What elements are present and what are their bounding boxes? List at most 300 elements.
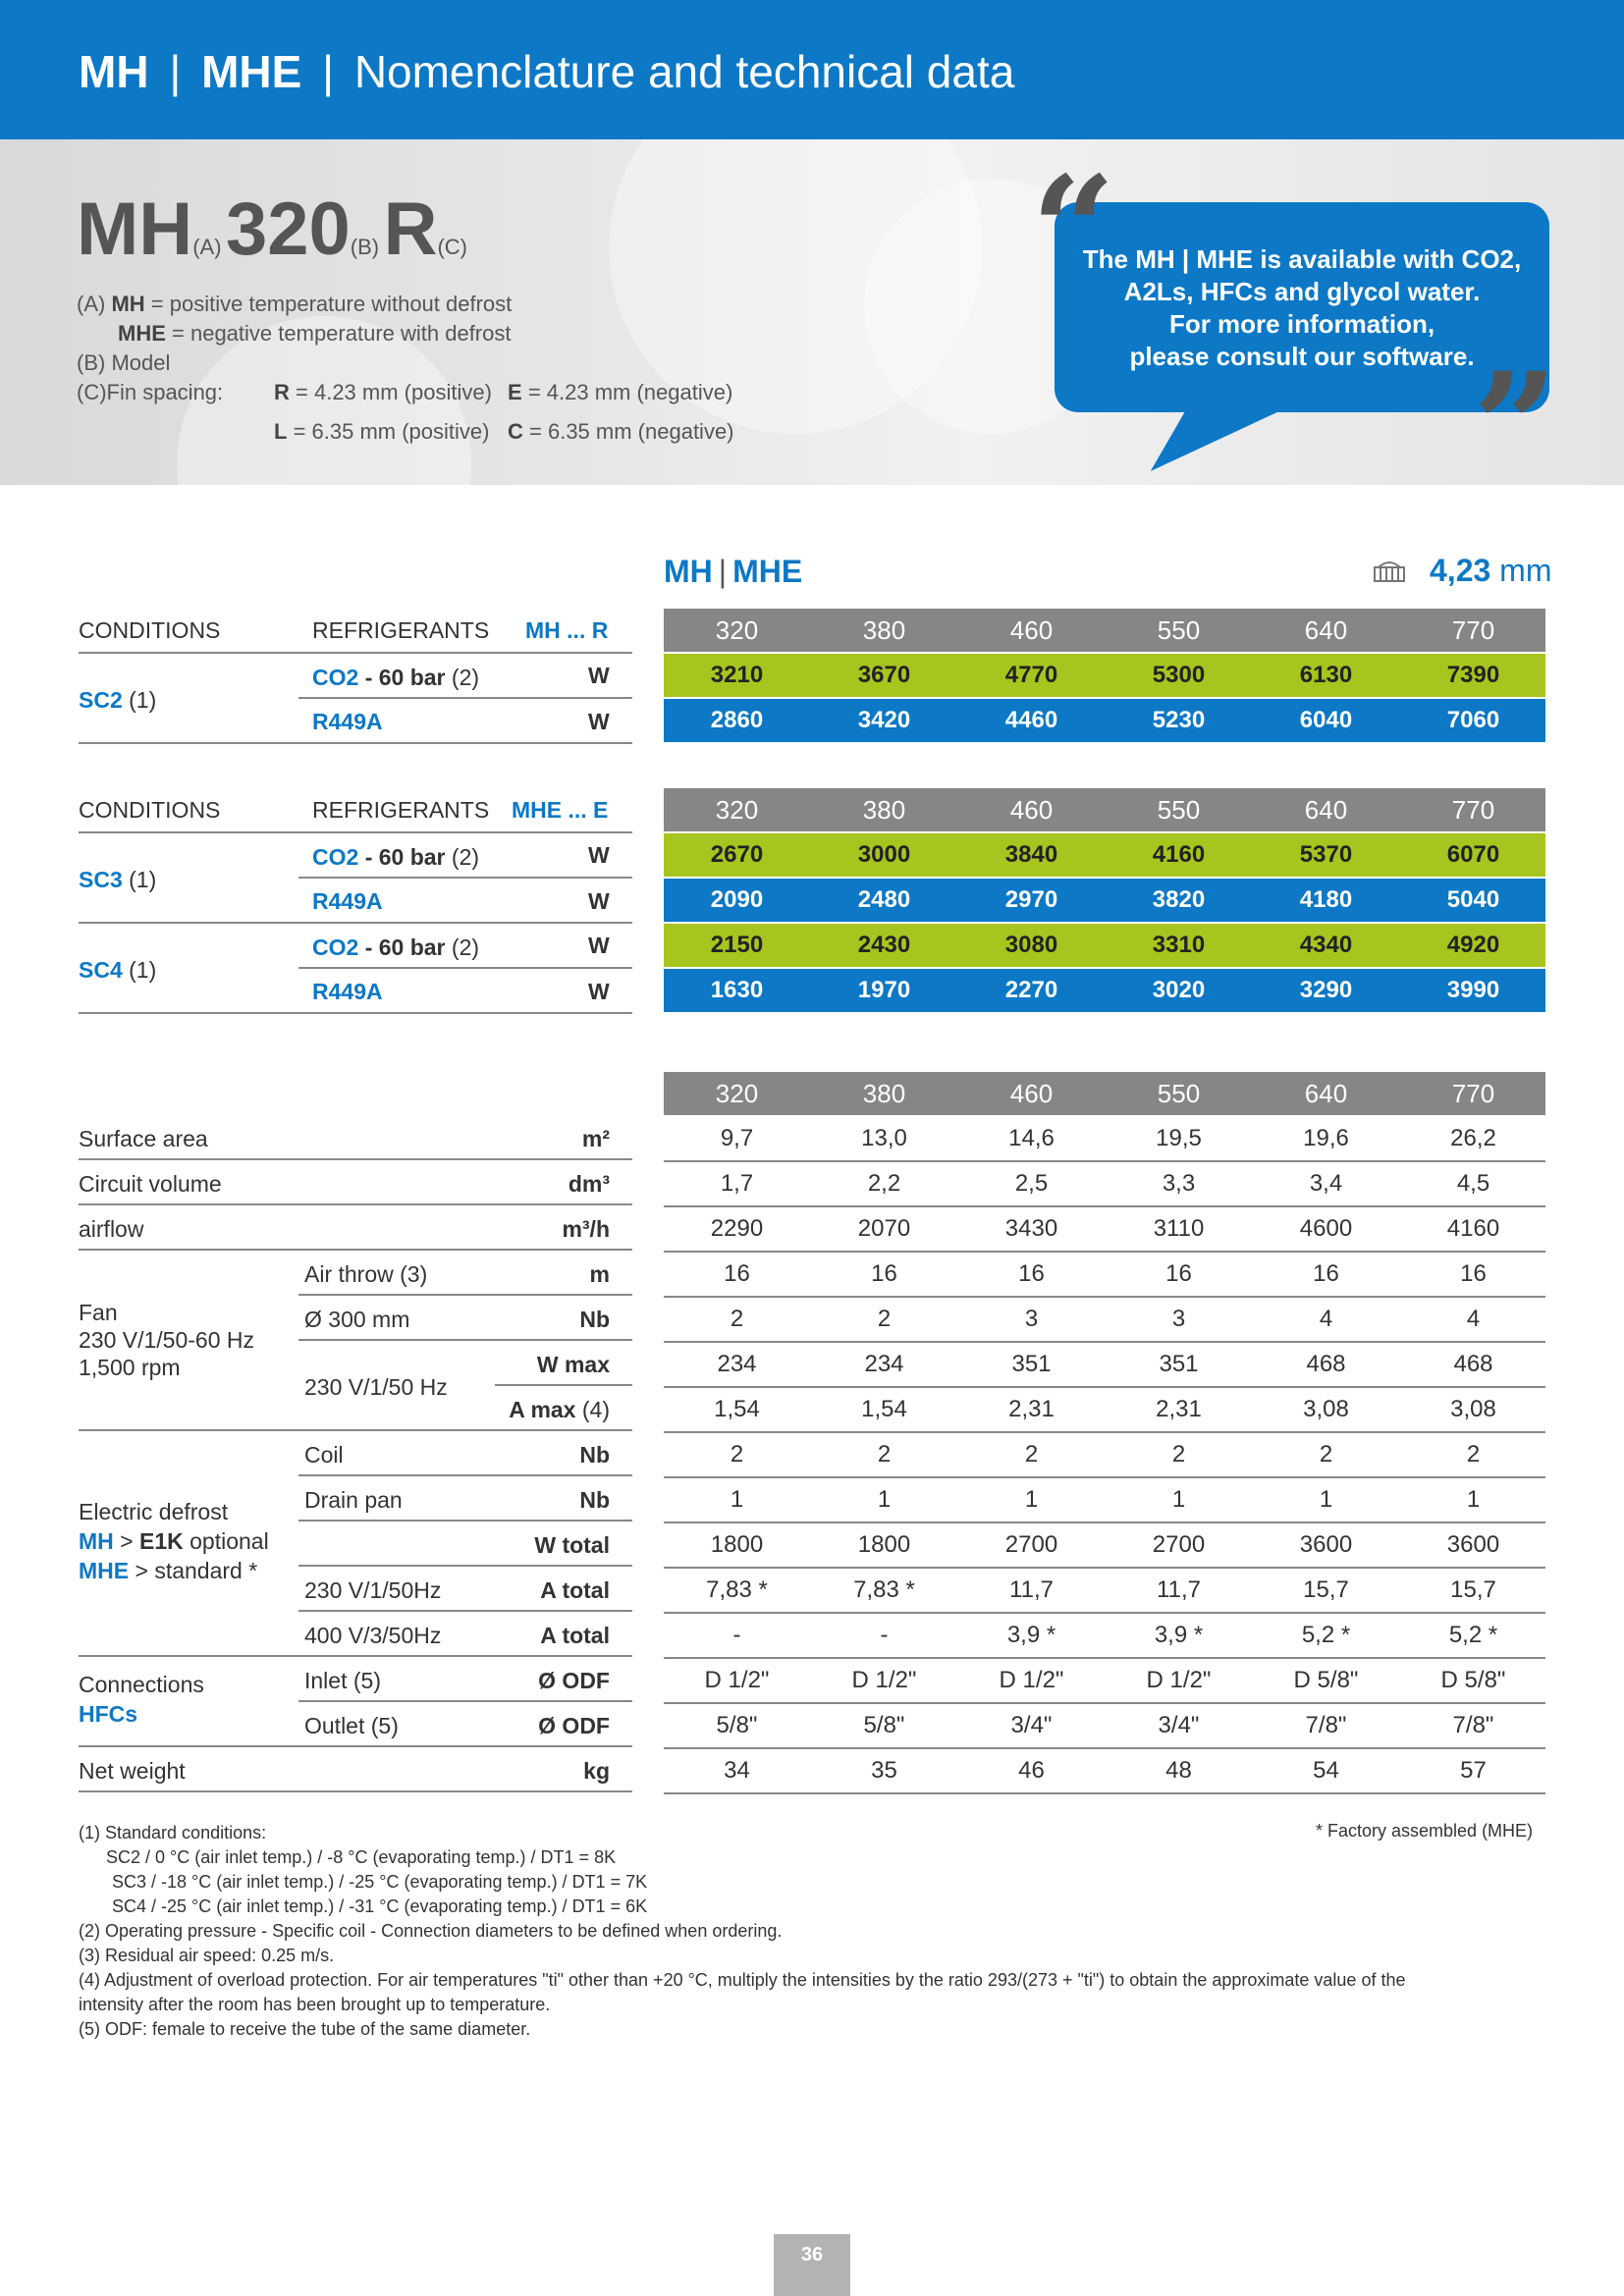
value-cell: 3,4 — [1309, 1170, 1343, 1197]
label-surface-area: Surface area — [79, 1126, 208, 1151]
value-cell: 2700 — [1152, 1531, 1206, 1558]
refrigerant-name: CO2 — [312, 665, 359, 690]
value-cell: 2,31 — [1008, 1396, 1055, 1422]
value-cell: 16 — [1018, 1260, 1045, 1287]
label-fan-voltage: 230 V/1/50-60 Hz — [79, 1327, 255, 1353]
value-cell: 3670 — [857, 662, 911, 688]
value-cell: 1800 — [857, 1531, 911, 1558]
model-code-b: 320 — [225, 187, 351, 271]
t2-refrigerants-header: REFRIGERANTS — [312, 797, 490, 823]
divider — [79, 1012, 632, 1014]
value-cell: 3290 — [1299, 977, 1353, 1003]
divider — [298, 1294, 632, 1296]
value-cell: 34 — [724, 1757, 750, 1784]
legend-cc-code: C — [508, 419, 523, 444]
spec-row-drain — [664, 1478, 1545, 1522]
divider — [79, 1429, 632, 1431]
value-cell: 5,2 * — [1448, 1622, 1498, 1648]
value-cell: 3990 — [1446, 977, 1500, 1003]
value-cell: 2 — [1319, 1441, 1333, 1468]
unit-amax: A max — [509, 1397, 576, 1422]
spec-row-fan-nb — [664, 1298, 1545, 1341]
divider — [79, 1249, 632, 1251]
value-cell: 16 — [1460, 1260, 1487, 1287]
value-cell: 2 — [1171, 1441, 1186, 1468]
divider — [298, 967, 632, 969]
divider — [79, 922, 632, 924]
value-cell: 35 — [871, 1757, 897, 1784]
note-ref: (2) — [451, 934, 480, 960]
value-cell: 1970 — [857, 977, 911, 1003]
value-cell: 4920 — [1446, 932, 1500, 958]
mhe-code: MHE — [79, 1558, 130, 1583]
value-cell: 4 — [1466, 1306, 1481, 1332]
divider — [79, 831, 632, 833]
spec-row-outlet — [664, 1704, 1545, 1747]
divider — [664, 1792, 1545, 1794]
value-cell: 16 — [724, 1260, 750, 1287]
footnote: (3) Residual air speed: 0.25 m/s. — [79, 1946, 335, 1965]
header-bar — [0, 0, 1624, 139]
value-cell: D 1/2" — [1146, 1667, 1212, 1693]
unit-label: A total — [540, 1623, 610, 1648]
value-cell: 48 — [1165, 1757, 1192, 1784]
model-header: 770 — [1451, 1079, 1495, 1108]
value-cell: 351 — [1011, 1351, 1052, 1377]
model-header: 550 — [1157, 795, 1201, 825]
legend-a — [77, 292, 512, 317]
t1-co2-label — [312, 665, 479, 691]
value-cell: 9,7 — [720, 1125, 754, 1151]
value-cell: 2 — [1024, 1441, 1039, 1468]
label-hfcs: HFCs — [79, 1701, 138, 1727]
unit-label: W — [588, 709, 610, 734]
model-code-a: MH — [77, 187, 193, 271]
fin-spacing-icon — [1373, 560, 1406, 583]
value-cell: 2070 — [857, 1215, 911, 1242]
label-diameter: Ø 300 mm — [304, 1307, 410, 1332]
t2-sc4-r449a-row — [664, 969, 1545, 1012]
model-tag-a: (A) — [192, 235, 222, 259]
legend-mhe-text: = negative temperature with defrost — [172, 321, 512, 346]
spec-row-amax — [664, 1388, 1545, 1431]
unit-label: Nb — [579, 1442, 610, 1468]
model-header: 380 — [862, 795, 906, 825]
legend-r — [274, 380, 492, 405]
refrigerant-name: CO2 — [312, 934, 359, 960]
value-cell: 3110 — [1153, 1215, 1205, 1242]
footnotes — [79, 1821, 1405, 2042]
label-circuit-volume: Circuit volume — [79, 1171, 222, 1197]
pressure: - 60 bar — [364, 665, 446, 690]
value-cell: 3,3 — [1162, 1170, 1196, 1197]
model-header: 320 — [715, 615, 759, 645]
value-cell: 3420 — [857, 707, 911, 733]
fin-spacing — [1430, 553, 1551, 589]
value-cell: 7390 — [1446, 662, 1500, 688]
label-400v-defrost: 400 V/3/50Hz — [304, 1623, 442, 1648]
value-cell: 7060 — [1446, 707, 1500, 733]
value-cell: 3,9 * — [1006, 1622, 1056, 1648]
series-subhead — [664, 554, 802, 590]
value-cell: 1 — [1466, 1486, 1481, 1513]
value-cell: 1,54 — [714, 1396, 760, 1422]
sc-code: SC3 — [79, 867, 123, 892]
label-mh-e1k — [79, 1528, 269, 1555]
t2-code-header: MHE ... E — [512, 797, 609, 823]
value-cell: 1 — [1024, 1486, 1039, 1513]
value-cell: 54 — [1313, 1757, 1339, 1784]
value-cell: 2480 — [857, 886, 911, 913]
label-net-weight: Net weight — [79, 1758, 186, 1784]
spec-row-weight — [664, 1749, 1545, 1792]
legend-l-text: = 6.35 mm (positive) — [293, 419, 490, 444]
t2-sc3-co2-label — [312, 844, 479, 871]
value-cell: 1,7 — [720, 1170, 754, 1197]
divider — [298, 1520, 632, 1522]
value-cell: 2860 — [710, 707, 764, 733]
value-cell: 46 — [1018, 1757, 1045, 1784]
value-cell: 2 — [877, 1306, 892, 1332]
t2-conditions-header: CONDITIONS — [79, 797, 221, 823]
value-cell: 2090 — [710, 886, 764, 913]
unit-label: m³/h — [562, 1216, 610, 1242]
title-rest: Nomenclature and technical data — [353, 46, 1015, 97]
value-cell: 468 — [1306, 1351, 1346, 1377]
unit-label: m² — [581, 1126, 610, 1151]
t2-sc3-co2-row — [664, 833, 1545, 877]
label-connections: Connections — [79, 1672, 204, 1697]
model-code-c: R — [383, 187, 438, 271]
value-cell: 4340 — [1299, 932, 1353, 958]
value-cell: 3 — [1024, 1306, 1039, 1332]
unit-label: A total — [540, 1577, 610, 1603]
title-mh: MH — [79, 46, 149, 97]
value-cell: 3/4" — [1010, 1712, 1053, 1738]
value-cell: 16 — [1165, 1260, 1192, 1287]
value-cell: 7,83 * — [706, 1576, 768, 1603]
value-cell: 11,7 — [1157, 1576, 1201, 1603]
value-cell: 1800 — [710, 1531, 764, 1558]
value-cell: 2 — [877, 1441, 892, 1468]
page-number: 36 — [774, 2234, 850, 2296]
title-mhe: MHE — [201, 46, 302, 97]
unit-note: (4) — [581, 1397, 610, 1422]
value-cell: 2 — [730, 1441, 744, 1468]
model-header: 460 — [1009, 795, 1054, 825]
arrow: > — [120, 1528, 134, 1554]
value-cell: 3820 — [1152, 886, 1206, 913]
value-cell: D 1/2" — [851, 1667, 917, 1693]
unit-label: W — [588, 979, 610, 1004]
legend-e-code: E — [508, 380, 522, 404]
value-cell: 1 — [1319, 1486, 1333, 1513]
footnote: SC4 / -25 °C (air inlet temp.) / -31 °C (evaporating temp.) / DT1 = 6K — [112, 1896, 648, 1916]
value-cell: 5/8" — [863, 1712, 905, 1738]
value-cell: 6040 — [1299, 707, 1353, 733]
sc-code: SC2 — [79, 687, 123, 713]
page-title — [79, 45, 1014, 98]
divider — [298, 697, 632, 699]
footnote: (2) Operating pressure - Specific coil - Connection diameters to be defined when ordering. — [79, 1921, 783, 1941]
value-cell: 1 — [1171, 1486, 1186, 1513]
legend-r-code: R — [274, 380, 290, 404]
spec-row-atotal230 — [664, 1569, 1545, 1612]
fin-unit: mm — [1499, 553, 1552, 588]
legend-mh-code: MH — [111, 292, 145, 316]
value-cell: 5370 — [1299, 841, 1353, 868]
value-cell: 2150 — [710, 932, 764, 958]
unit-label: W max — [536, 1352, 610, 1377]
unit-label: kg — [583, 1758, 610, 1784]
footnote: (5) ODF: female to receive the tube of the same diameter. — [79, 2019, 531, 2039]
value-cell: 11,7 — [1009, 1576, 1054, 1603]
divider — [298, 1610, 632, 1612]
t2-sc4-co2-row — [664, 924, 1545, 967]
factory-note: * Factory assembled (MHE) — [1316, 1821, 1534, 1841]
spec-row-air-throw — [664, 1253, 1545, 1296]
value-cell: - — [880, 1622, 889, 1648]
value-cell: 3000 — [857, 841, 911, 868]
value-cell: 3,08 — [1303, 1396, 1349, 1422]
value-cell: 3,9 * — [1154, 1622, 1204, 1648]
legend-l — [274, 419, 489, 445]
label-230v-defrost: 230 V/1/50Hz — [304, 1577, 442, 1603]
value-cell: 468 — [1453, 1351, 1493, 1377]
model-header: 640 — [1304, 1079, 1348, 1108]
value-cell: 5230 — [1152, 707, 1206, 733]
refrigerant-name: CO2 — [312, 844, 359, 870]
value-cell: D 5/8" — [1440, 1667, 1506, 1693]
value-cell: D 5/8" — [1293, 1667, 1359, 1693]
value-cell: 3600 — [1446, 1531, 1500, 1558]
legend-mhe-code: MHE — [118, 321, 166, 346]
standard-text: > standard * — [135, 1558, 258, 1583]
label-inlet: Inlet (5) — [304, 1668, 381, 1693]
value-cell: 4600 — [1299, 1215, 1353, 1242]
value-cell: 234 — [717, 1351, 757, 1377]
value-cell: 3/4" — [1158, 1712, 1200, 1738]
title-separator: | — [169, 46, 182, 97]
value-cell: 14,6 — [1008, 1125, 1055, 1151]
value-cell: 4,5 — [1456, 1170, 1490, 1197]
e1k-code: E1K — [139, 1528, 184, 1554]
value-cell: D 1/2" — [704, 1667, 770, 1693]
divider — [79, 1158, 632, 1160]
value-cell: 3,08 — [1450, 1396, 1496, 1422]
value-cell: 2,2 — [867, 1170, 901, 1197]
value-cell: 4 — [1319, 1306, 1333, 1332]
footnote: SC3 / -18 °C (air inlet temp.) / -25 °C (evaporating temp.) / DT1 = 7K — [112, 1872, 648, 1892]
value-cell: 2430 — [857, 932, 911, 958]
value-cell: 2 — [730, 1306, 744, 1332]
value-cell: 351 — [1159, 1351, 1199, 1377]
value-cell: 3600 — [1299, 1531, 1353, 1558]
model-tag-b: (B) — [350, 235, 380, 259]
model-header: 380 — [862, 1079, 906, 1108]
spec-row-wmax — [664, 1343, 1545, 1386]
value-cell: 4160 — [1446, 1215, 1500, 1242]
sc-note: (1) — [129, 867, 157, 892]
value-cell: 7,83 * — [853, 1576, 915, 1603]
sc-note: (1) — [129, 957, 157, 983]
unit-label: W total — [534, 1532, 610, 1558]
footnote: SC2 / 0 °C (air inlet temp.) / -8 °C (evaporating temp.) / DT1 = 8K — [106, 1847, 617, 1867]
label-mhe-standard — [79, 1558, 257, 1584]
value-cell: 2700 — [1004, 1531, 1058, 1558]
value-cell: 2,5 — [1014, 1170, 1049, 1197]
e1k-text: optional — [189, 1528, 269, 1554]
legend-cc-text: = 6.35 mm (negative) — [529, 419, 734, 444]
t3-model-row — [664, 1072, 1545, 1115]
t1-r449a-row — [664, 699, 1545, 742]
value-cell: D 1/2" — [999, 1667, 1064, 1693]
value-cell: 4180 — [1299, 886, 1353, 913]
footnote: intensity after the room has been brought up to temperature. — [79, 1995, 551, 2014]
open-quote-icon: “ — [1031, 144, 1116, 317]
unit-label: Ø ODF — [538, 1713, 610, 1738]
value-cell: 2970 — [1004, 886, 1058, 913]
spec-row-surface — [664, 1117, 1545, 1160]
label-outlet: Outlet (5) — [304, 1713, 399, 1738]
legend-c — [508, 419, 734, 445]
subhead-bar: | — [718, 554, 728, 589]
spec-row-coil — [664, 1433, 1545, 1476]
model-header: 770 — [1451, 795, 1495, 825]
pressure: - 60 bar — [364, 844, 446, 870]
unit-label: Ø ODF — [538, 1668, 610, 1693]
value-cell: 234 — [864, 1351, 904, 1377]
bubble-line: A2Ls, HFCs and glycol water. — [1123, 277, 1481, 306]
value-cell: 19,6 — [1303, 1125, 1349, 1151]
value-cell: 5,2 * — [1301, 1622, 1351, 1648]
label-air-throw: Air throw (3) — [304, 1261, 428, 1287]
t2-model-row — [664, 788, 1545, 831]
value-cell: 4160 — [1152, 841, 1206, 868]
t1-conditions-header: CONDITIONS — [79, 617, 221, 643]
t2-sc3-r449a-label: R449A — [312, 888, 383, 914]
value-cell: - — [732, 1622, 741, 1648]
model-header: 770 — [1451, 615, 1495, 645]
unit-label: W — [588, 933, 610, 958]
t1-model-row — [664, 609, 1545, 652]
value-cell: 5040 — [1446, 886, 1500, 913]
value-cell: 2 — [1466, 1441, 1481, 1468]
model-header: 640 — [1304, 795, 1348, 825]
value-cell: 5/8" — [716, 1712, 758, 1738]
t2-sc3-r449a-row — [664, 879, 1545, 922]
t2-sc4-co2-label — [312, 934, 479, 961]
t2-sc4-label — [79, 957, 156, 984]
value-cell: 1,54 — [861, 1396, 907, 1422]
unit-label: m — [589, 1261, 610, 1287]
spec-row-atotal400 — [664, 1614, 1545, 1657]
value-cell: 3 — [1171, 1306, 1186, 1332]
value-cell: 2290 — [710, 1215, 764, 1242]
t1-sc2-label — [79, 687, 156, 714]
label-airflow: airflow — [79, 1216, 144, 1242]
value-cell: 3020 — [1152, 977, 1206, 1003]
spec-row-inlet — [664, 1659, 1545, 1702]
value-cell: 3210 — [710, 662, 764, 688]
value-cell: 1630 — [710, 977, 764, 1003]
note-ref: (2) — [451, 844, 480, 870]
value-cell: 4770 — [1004, 662, 1058, 688]
legend-mh-text: = positive temperature without defrost — [150, 292, 513, 316]
divider — [298, 1700, 632, 1702]
value-cell: 2,31 — [1156, 1396, 1202, 1422]
bubble-line: please consult our software. — [1129, 342, 1475, 371]
value-cell: 15,7 — [1303, 1576, 1349, 1603]
sc-code: SC4 — [79, 957, 123, 983]
divider — [79, 1655, 632, 1657]
value-cell: 1 — [730, 1486, 744, 1513]
note-ref: (2) — [451, 665, 480, 690]
divider — [79, 742, 632, 744]
unit-label: W — [588, 663, 610, 688]
value-cell: 16 — [1313, 1260, 1339, 1287]
model-header: 640 — [1304, 615, 1348, 645]
unit-label: dm³ — [568, 1171, 610, 1197]
label-drain-pan: Drain pan — [304, 1487, 403, 1513]
unit-label: W — [588, 842, 610, 868]
value-cell: 1 — [877, 1486, 892, 1513]
label-coil: Coil — [304, 1442, 344, 1468]
spec-row-circuit — [664, 1162, 1545, 1205]
t1-r449a-label: R449A — [312, 709, 383, 734]
legend-r-text: = 4.23 mm (positive) — [296, 380, 492, 404]
bubble-line: For more information, — [1168, 309, 1435, 339]
unit-label: Nb — [579, 1487, 610, 1513]
model-header: 460 — [1009, 615, 1054, 645]
divider — [298, 877, 632, 879]
divider — [79, 1745, 632, 1747]
legend-l-code: L — [274, 419, 288, 444]
divider — [79, 1790, 632, 1792]
t2-sc3-label — [79, 867, 156, 893]
legend-mhe — [118, 321, 511, 347]
value-cell: 7/8" — [1452, 1712, 1494, 1738]
spec-row-wtotal — [664, 1523, 1545, 1567]
value-cell: 3080 — [1004, 932, 1058, 958]
title-separator-2: | — [322, 46, 335, 97]
t1-code-header: MH ... R — [525, 617, 609, 643]
value-cell: 57 — [1460, 1757, 1487, 1784]
legend-e-text: = 4.23 mm (negative) — [527, 380, 733, 404]
model-header: 380 — [862, 615, 906, 645]
legend-b: (B) Model — [77, 350, 171, 375]
label-electric-defrost: Electric defrost — [79, 1499, 229, 1524]
legend-a-prefix: (A) — [77, 292, 106, 316]
label-fan-rpm: 1,500 rpm — [79, 1355, 181, 1380]
model-header: 550 — [1157, 615, 1201, 645]
value-cell: 3310 — [1152, 932, 1206, 958]
legend-c-label: (C)Fin spacing: — [77, 380, 224, 404]
model-header: 320 — [715, 795, 759, 825]
value-cell: 16 — [871, 1260, 897, 1287]
bubble-line: The MH | MHE is available with CO2, — [1082, 244, 1522, 274]
divider — [495, 1384, 632, 1386]
value-cell: 5300 — [1152, 662, 1206, 688]
value-cell: 2670 — [710, 841, 764, 868]
t1-refrigerants-header: REFRIGERANTS — [312, 617, 490, 643]
subhead-mhe: MHE — [732, 554, 803, 589]
divider — [79, 1203, 632, 1205]
unit-label: Nb — [579, 1307, 610, 1332]
pressure: - 60 bar — [364, 934, 446, 960]
value-cell: 6070 — [1446, 841, 1500, 868]
subhead-mh: MH — [664, 554, 713, 589]
